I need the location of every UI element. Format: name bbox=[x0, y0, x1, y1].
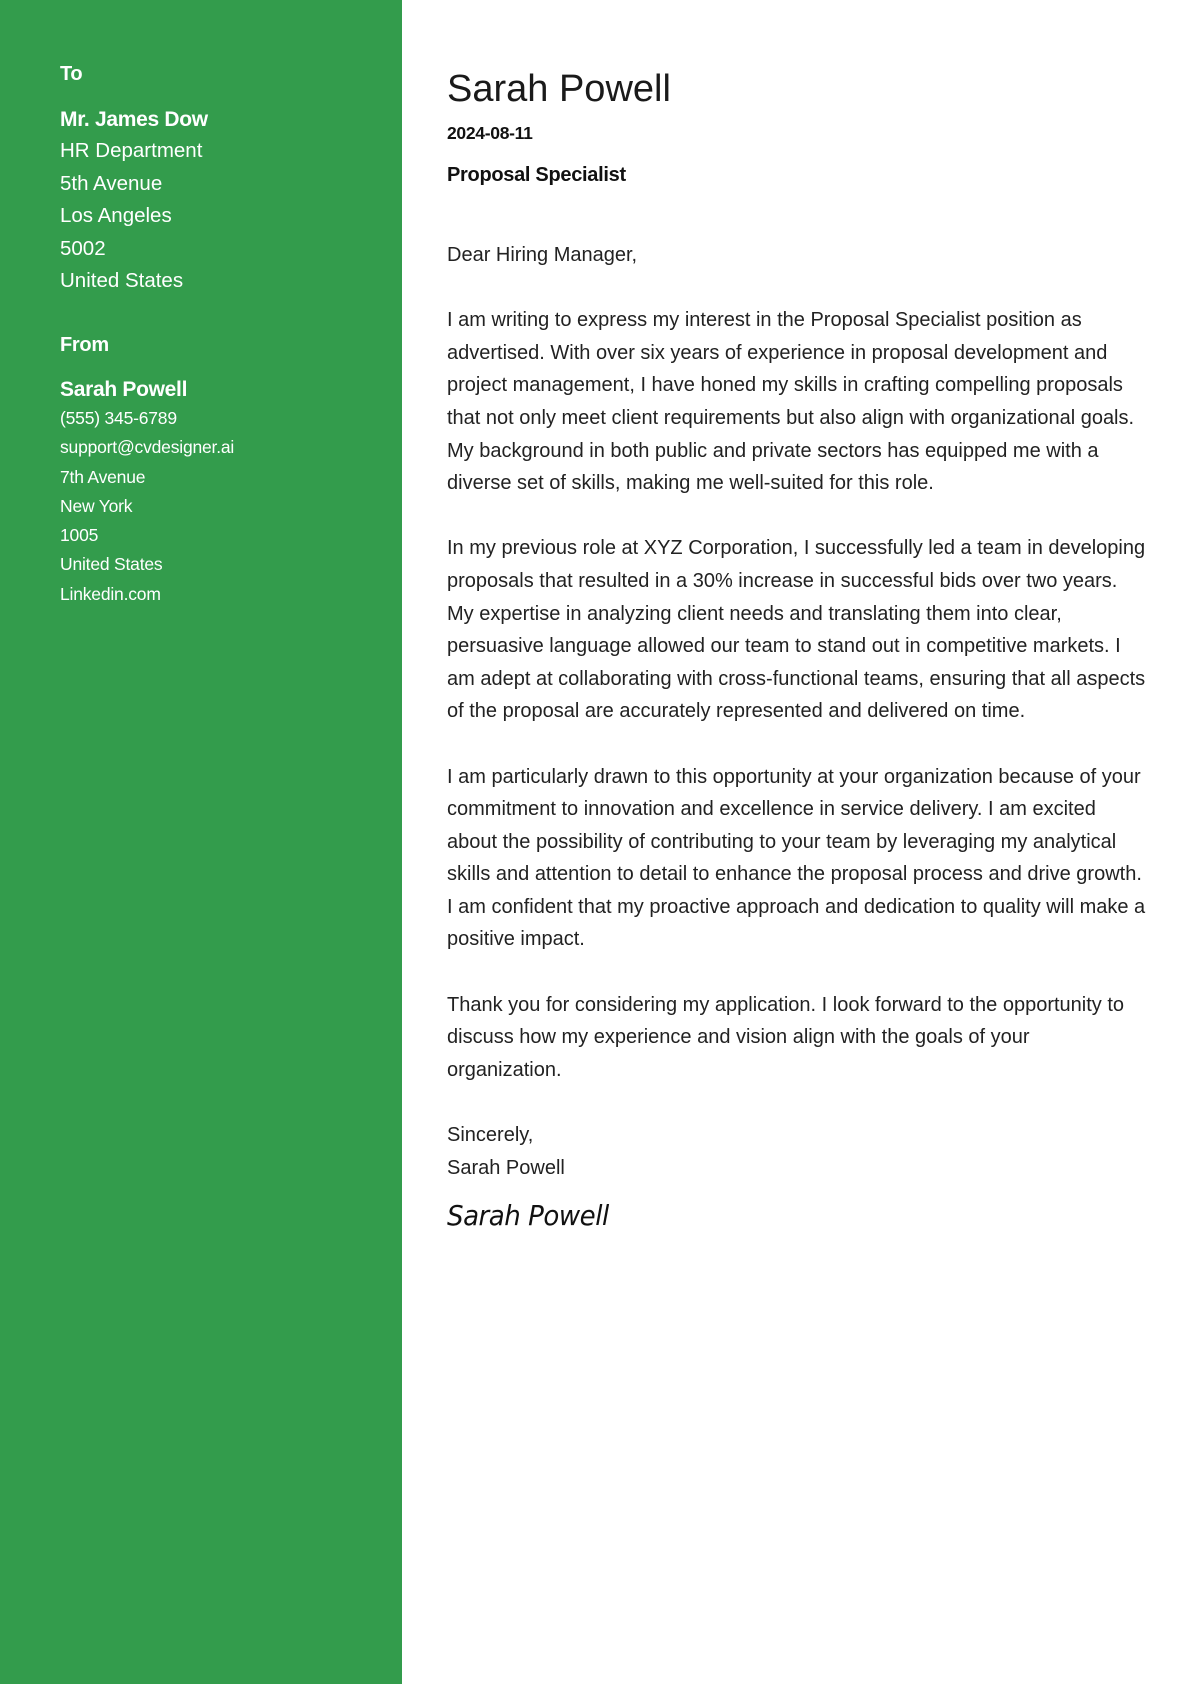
letter-body bbox=[447, 64, 1147, 1236]
signature: Sarah Powell bbox=[447, 1199, 609, 1233]
recipient-city: Los Angeles bbox=[60, 204, 172, 228]
paragraph: I am writing to express my interest in the Proposal Specialist position as advertised. With over six years of experience in proposal development and project management, I have honed my skills in crafting compelling proposals that not only meet client requirements but also align with organizational goals. My background in both public and private sectors has equipped me with a diverse set of skills, making me well-suited for this role. bbox=[447, 309, 1135, 495]
sender-email[interactable]: support@cvdesigner.ai bbox=[60, 437, 235, 458]
sender-contact bbox=[60, 404, 402, 609]
to-heading: To bbox=[60, 63, 83, 85]
recipient-country: United States bbox=[60, 269, 184, 293]
sender-phone[interactable]: (555) 345-6789 bbox=[60, 407, 177, 428]
closing-block bbox=[447, 1119, 1147, 1184]
applicant-name: Sarah Powell bbox=[447, 68, 671, 110]
sender-city: New York bbox=[60, 495, 133, 516]
recipient-name: Mr. James Dow bbox=[60, 108, 208, 131]
from-heading: From bbox=[60, 333, 109, 356]
sender-country: United States bbox=[60, 554, 163, 575]
closing-salutation: Sincerely, bbox=[447, 1124, 534, 1147]
recipient-zip: 5002 bbox=[60, 236, 106, 260]
sidebar bbox=[0, 0, 402, 1684]
paragraph: Thank you for considering my application. I look forward to the opportunity to discuss how my experience and vision align with the goals of your organization. bbox=[447, 993, 1125, 1081]
sender-street: 7th Avenue bbox=[60, 466, 146, 487]
sender-website-link[interactable]: Linkedin.com bbox=[60, 583, 161, 604]
sender-zip: 1005 bbox=[60, 525, 99, 546]
recipient-street: 5th Avenue bbox=[60, 171, 163, 195]
paragraph: In my previous role at XYZ Corporation, I successfully led a team in developing proposals that resulted in a 30% increase in successful bids over two years. My expertise in analyzing client needs and translating them into clear, persuasive language allowed our team to stand out in competitive markets. I am adept at collaborating with cross-functional teams, ensuring that all aspects of the proposal are accurately represented and delivered on time. bbox=[447, 537, 1146, 723]
recipient-department: HR Department bbox=[60, 139, 203, 162]
sender-name: Sarah Powell bbox=[60, 377, 188, 401]
closing-name: Sarah Powell bbox=[447, 1156, 565, 1179]
job-title: Proposal Specialist bbox=[447, 164, 626, 186]
recipient-address bbox=[60, 135, 402, 298]
paragraph: I am particularly drawn to this opportunity at your organization because of your commitment to innovation and excellence in service delivery. I am excited about the possibility of contributing to your team by leveraging my analytical skills and attention to detail to enhance the proposal process and drive growth. I am confident that my proactive approach and dedication to quality will make a positive impact. bbox=[447, 765, 1146, 951]
letter-date: 2024-08-11 bbox=[447, 123, 533, 143]
greeting: Dear Hiring Manager, bbox=[447, 244, 638, 266]
